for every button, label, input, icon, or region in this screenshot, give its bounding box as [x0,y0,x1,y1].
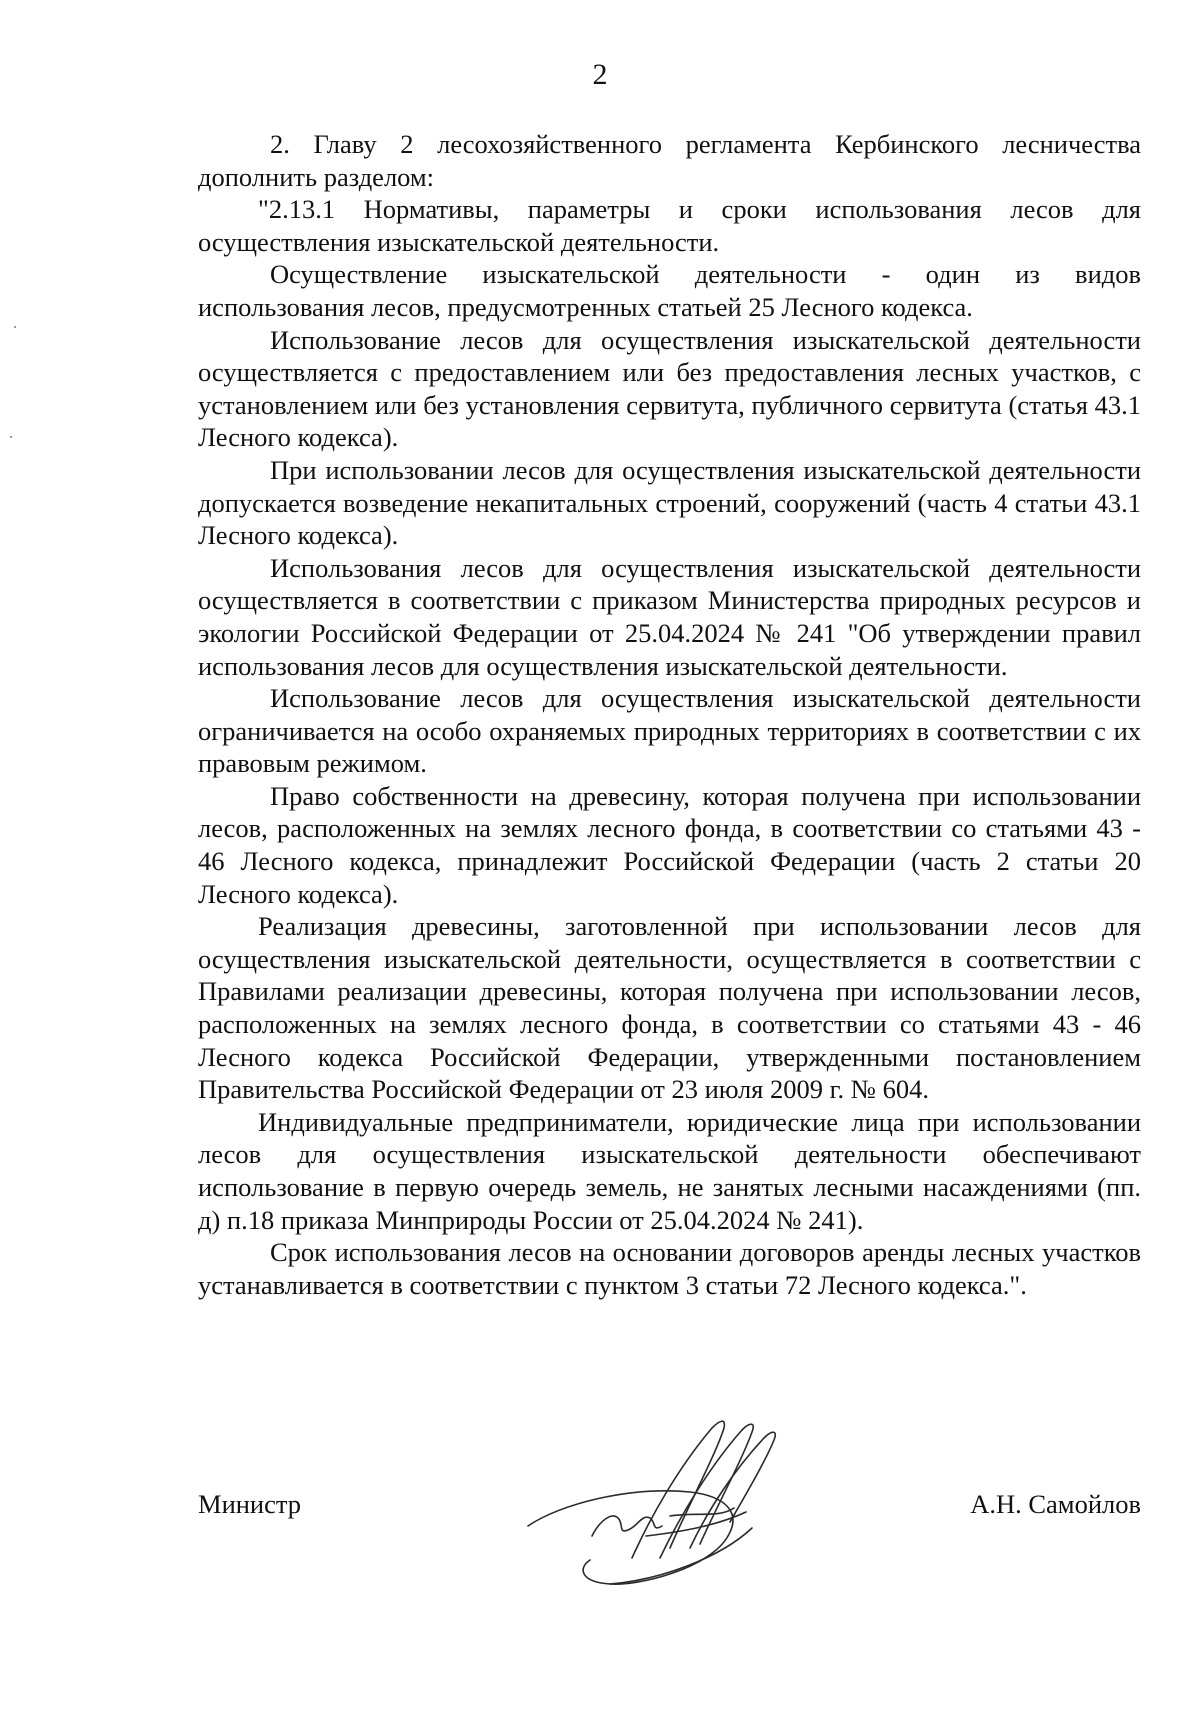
document-body [198,128,1141,1301]
paragraph-timber-ownership: Право собственности на древесину, которая получена при использовании лесов, расположенных на землях лесного фонда, в соответствии со статьями 43 - 46 Лесного кодекса, принадлежит Российской Федерации (часть 2 статьи 20 Лесного кодекса). [198,780,1141,909]
paragraph-ministry-order: Использования лесов для осуществления изыскательской деятельности осуществляется в соответствии с приказом Министерства природных ресурсов и экологии Российской Федерации от 25.04.2024 № 241 "Об утверждении правил использования лесов для осуществления изыскательской деятельности. [198,552,1141,681]
paragraph-definition: Осуществление изыскательской деятельности - один из видов использования лесов, предусмотренных статьей 25 Лесного кодекса. [198,259,1141,322]
scan-speck [10,436,12,438]
handwritten-signature [520,1408,840,1608]
paragraph-land-priority: Индивидуальные предприниматели, юридические лица при использовании лесов для осуществления изыскательской деятельности обеспечивают использование в первую очередь земель, не занятых лесными насаждениями (пп. д) п.18 приказа Минприроды России от 25.04.2024 № 241). [198,1106,1141,1235]
scan-speck [14,326,16,328]
signatory-name: А.Н. Самойлов [970,1489,1141,1519]
page-number: 2 [592,58,608,91]
paragraph-servitude: Использование лесов для осуществления изыскательской деятельности осуществляется с предоставлением или без предоставления лесных участков, с установлением или без установления сервитута, публичного сервитута (статья 43.1 Лесного кодекса). [198,324,1141,453]
paragraph-timber-sale: Реализация древесины, заготовленной при использовании лесов для осуществления изыскательской деятельности, осуществляется в соответствии с Правилами реализации древесины, которая получена при использовании лесов, расположенных на землях лесного фонда, в соответствии со статьями 43 - 46 Лесного кодекса Российской Федерации, утвержденными постановлением Правительства Российской Федерации от 23 июля 2009 г. № 604. [198,911,1141,1105]
paragraph-chapter-amendment: 2. Главу 2 лесохозяйственного регламента Кербинского лесничества дополнить разделом: [198,129,1141,192]
paragraph-temporary-structures: При использовании лесов для осуществления изыскательской деятельности допускается возведение некапитальных строений, сооружений (часть 4 статьи 43.1 Лесного кодекса). [198,454,1141,551]
paragraph-protected-areas: Использование лесов для осуществления изыскательской деятельности ограничивается на особо охраняемых природных территориях в соответствии с их правовым режимом. [198,683,1141,779]
signatory-title: Министр [198,1489,302,1519]
paragraph-section-heading: "2.13.1 Нормативы, параметры и сроки использования лесов для осуществления изыскательской деятельности. [198,194,1141,257]
paragraph-lease-term: Срок использования лесов на основании договоров аренды лесных участков устанавливается в соответствии с пунктом 3 статьи 72 Лесного кодекса.". [198,1237,1141,1300]
